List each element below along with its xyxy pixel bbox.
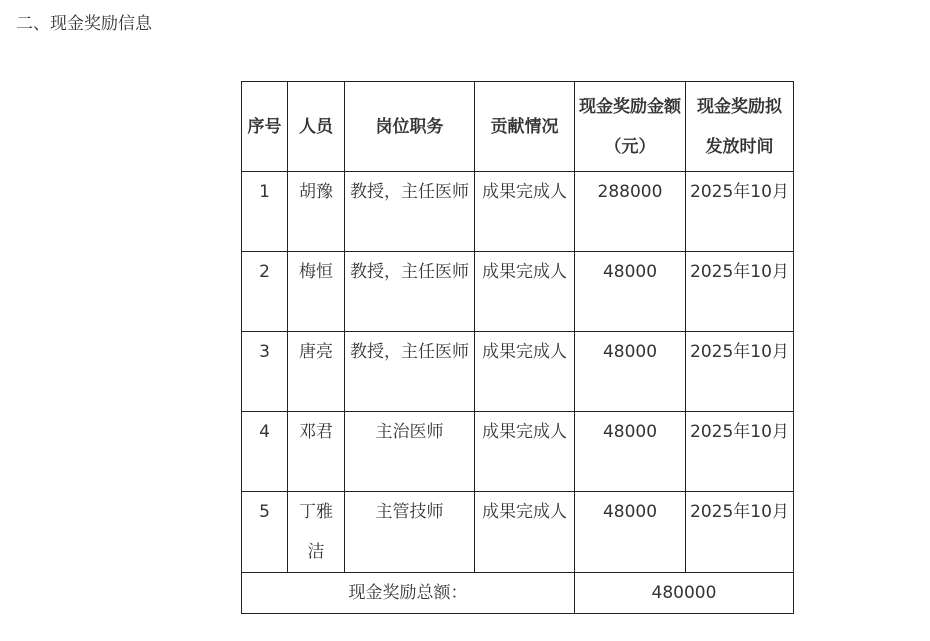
cell-contribution: 成果完成人 <box>475 492 575 573</box>
cash-award-table <box>241 81 794 614</box>
cell-position: 教授，主任医师 <box>345 252 475 332</box>
cell-person: 邓君 <box>288 412 345 492</box>
header-index: 序号 <box>242 82 288 172</box>
header-contribution: 贡献情况 <box>475 82 575 172</box>
cell-amount: 48000 <box>575 252 686 332</box>
cell-position: 主管技师 <box>345 492 475 573</box>
total-row <box>242 573 794 614</box>
cell-contribution: 成果完成人 <box>475 172 575 252</box>
cell-time: 2025年10月 <box>686 492 794 573</box>
cell-position: 主治医师 <box>345 412 475 492</box>
cell-time: 2025年10月 <box>686 172 794 252</box>
header-position: 岗位职务 <box>345 82 475 172</box>
header-amount: 现金奖励金额（元） <box>575 82 686 172</box>
cell-contribution: 成果完成人 <box>475 412 575 492</box>
section-heading: 二、现金奖励信息 <box>16 14 152 34</box>
cell-person: 唐亮 <box>288 332 345 412</box>
total-label: 现金奖励总额： <box>242 573 575 614</box>
table-row <box>242 412 794 492</box>
table-header-row <box>242 82 794 172</box>
cell-index: 2 <box>242 252 288 332</box>
table-row <box>242 172 794 252</box>
cell-index: 3 <box>242 332 288 412</box>
cell-person: 胡豫 <box>288 172 345 252</box>
cell-person: 丁雅洁 <box>288 492 345 573</box>
cell-index: 1 <box>242 172 288 252</box>
cell-contribution: 成果完成人 <box>475 332 575 412</box>
cell-amount: 288000 <box>575 172 686 252</box>
table-row <box>242 332 794 412</box>
table-row <box>242 492 794 573</box>
cell-amount: 48000 <box>575 492 686 573</box>
cell-contribution: 成果完成人 <box>475 252 575 332</box>
cell-time: 2025年10月 <box>686 252 794 332</box>
cell-amount: 48000 <box>575 412 686 492</box>
header-time: 现金奖励拟发放时间 <box>686 82 794 172</box>
header-person: 人员 <box>288 82 345 172</box>
cell-time: 2025年10月 <box>686 332 794 412</box>
cell-position: 教授，主任医师 <box>345 332 475 412</box>
cell-index: 4 <box>242 412 288 492</box>
cell-amount: 48000 <box>575 332 686 412</box>
cell-index: 5 <box>242 492 288 573</box>
cell-time: 2025年10月 <box>686 412 794 492</box>
cell-position: 教授，主任医师 <box>345 172 475 252</box>
table-row <box>242 252 794 332</box>
total-value: 480000 <box>575 573 794 614</box>
cell-person: 梅恒 <box>288 252 345 332</box>
